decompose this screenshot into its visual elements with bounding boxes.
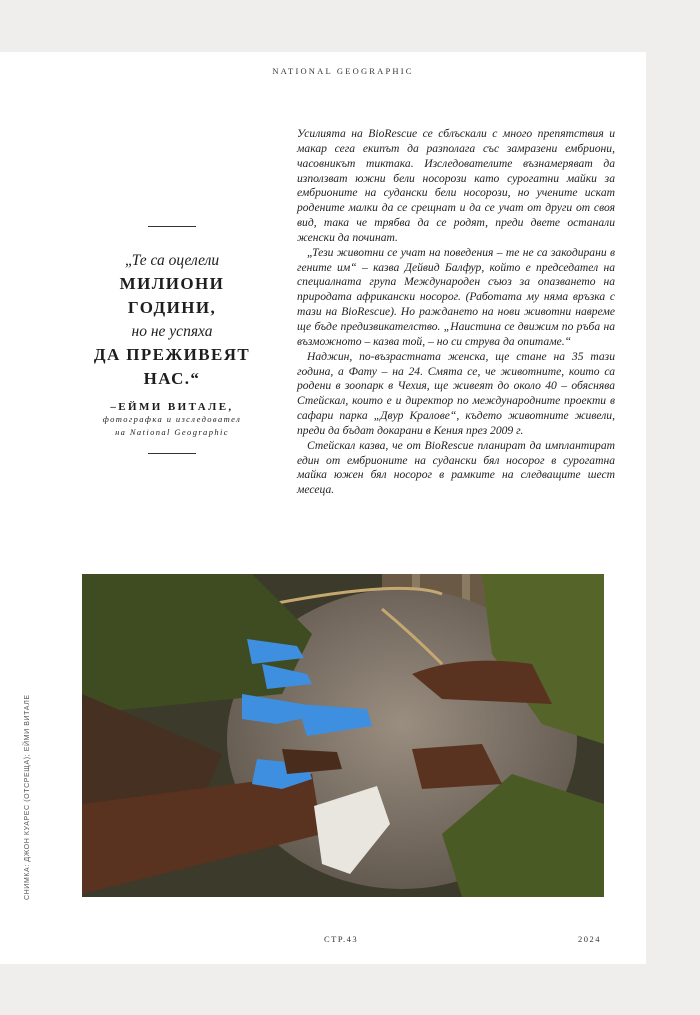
article-body [297, 127, 615, 498]
page-number: СТР.43 [324, 934, 359, 944]
quote-line: МИЛИОНИ [119, 274, 225, 293]
quote-rule-top [148, 226, 196, 227]
quote-line: НАС.“ [143, 369, 201, 388]
article-paragraph: Наджин, по-възрастната женска, ще стане на 35 тази година, а Фату – на 24. Смята се, че животните, които са родени в зоопарк в Чехия, ще живеят до около 40 – обяснява Стейскал, които е и директор по международните проекти в сафари парка „Двур Кралове“, където животните живели, преди да бъдат докарани в Кения през 2009 г. [297, 349, 615, 437]
issue-year: 2024 [578, 934, 601, 944]
pull-quote [78, 226, 266, 454]
quote-line: но не успяха [131, 323, 213, 340]
quote-author-role: на National Geographic [115, 427, 229, 437]
article-paragraph: „Тези животни се учат на поведения – те не са закодирани в гените им“ – казва Дейвид Балфур, който е председател на специалната група Международен съюз за опазването на природата африкански носорог. (Работата му няма връзка с тази на BioRescue). Но раждането на нови животни навреме ще бъде предизвикателство. „Наистина се движим по ръба на възможното – казва той, – но си струва да опитаме.“ [297, 245, 615, 348]
rhino-photo [82, 574, 604, 897]
quote-author-role: фотографка и изследовател [102, 414, 242, 424]
quote-line: „Те са оцелели [124, 252, 220, 269]
magazine-header: NATIONAL GEOGRAPHIC [272, 66, 414, 76]
rhino-photo-illustration [82, 574, 604, 897]
quote-line: ДА ПРЕЖИВЕЯТ [93, 345, 251, 364]
quote-line: ГОДИНИ, [127, 298, 217, 317]
quote-rule-bottom [148, 453, 196, 454]
photo-credit: СНИМКА: ДЖОН КУАРЕС (ОТСРЕЩА); ЕЙМИ ВИТАЛЕ [24, 694, 31, 900]
quote-author: –ЕЙМИ ВИТАЛЕ, [110, 401, 234, 413]
article-paragraph: Стейскал казва, че от BioRescue планират да имплантират един от ембрионите на судански бял носорог в сурогатна майка южен бял носорог в рамките на следващите шест месеца. [297, 438, 615, 497]
article-paragraph: Усилията на BioRescue се сблъскали с много препятствия и макар сега екипът да разполага със замразени ембриони, часовникът тиктака. Изследователите възнамеряват да използват южни бели носорози като сурогатни майки за ембрионите на судански бели носорози, но учените искат родените малки да се срещнат и да се учат от други от своя вид, така че трябва да се родят, преди двете останали женски да починат. [297, 127, 615, 244]
